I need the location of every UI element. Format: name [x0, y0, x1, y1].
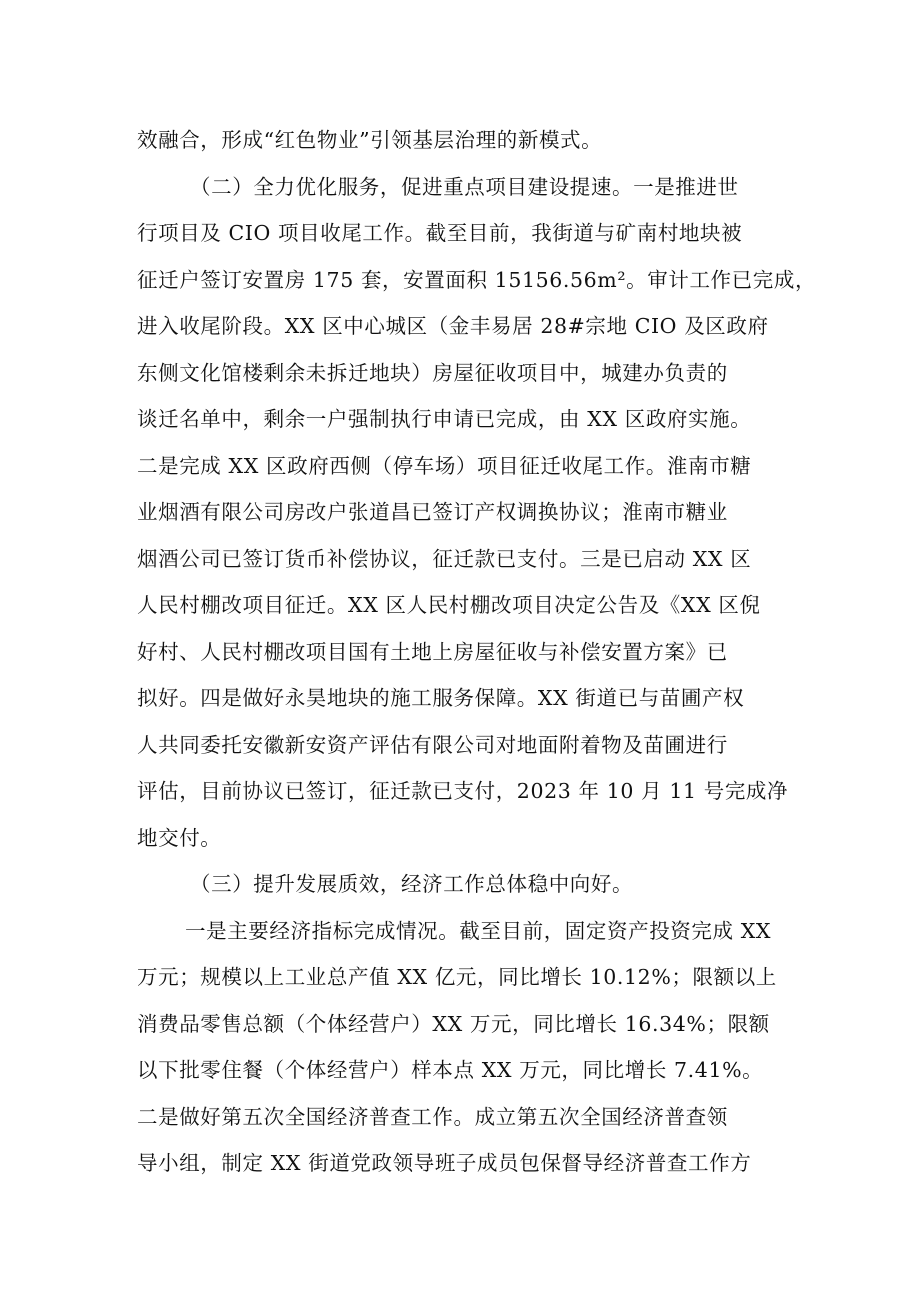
text-line: 人共同委托安徽新安资产评估有限公司对地面附着物及苗圃进行 — [137, 732, 728, 757]
text-line: 消费品零售总额（个体经营户）XX 万元，同比增长 16.34%；限额 — [137, 1011, 770, 1036]
body-text — [137, 117, 817, 1187]
text-line: 烟酒公司已签订货币补偿协议，征迁款已支付。三是已启动 XX 区 — [137, 546, 752, 571]
text-line: 业烟酒有限公司房改户张道昌已签订产权调换协议；淮南市糖业 — [137, 500, 728, 524]
text-line: 征迁户签订安置房 175 套，安置面积 15156.56m²。审计工作已完成， — [137, 267, 817, 292]
text-line: 人民村棚改项目征迁。XX 区人民村棚改项目决定公告及《XX 区倪 — [137, 593, 761, 617]
text-line: 二是做好第五次全国经济普查工作。成立第五次全国经济普查领 — [137, 1104, 728, 1129]
text-line: 地交付。 — [137, 825, 222, 850]
text-line: 行项目及 CIO 项目收尾工作。截至目前，我街道与矿南村地块被 — [137, 221, 743, 245]
text-line: 一是主要经济指标完成情况。截至目前，固定资产投资完成 XX — [185, 918, 772, 943]
text-line: 万元；规模以上工业总产值 XX 亿元，同比增长 10.12%；限额以上 — [137, 965, 777, 989]
text-line: 东侧文化馆楼剩余未拆迁地块）房屋征收项目中，城建办负责的 — [137, 360, 728, 385]
text-line: 以下批零住餐（个体经营户）样本点 XX 万元，同比增长 7.41%。 — [137, 1058, 764, 1082]
text-line: 评估，目前协议已签订，征迁款已支付，2023 年 10 月 11 号完成净 — [137, 779, 789, 803]
text-line: 效融合，形成“红色物业”引领基层治理的新模式。 — [137, 128, 603, 152]
text-line: 谈迁名单中，剩余一户强制执行申请已完成，由 XX 区政府实施。 — [137, 407, 752, 431]
text-line: 拟好。四是做好永昊地块的施工服务保障。XX 街道已与苗圃产权 — [137, 686, 745, 710]
text-line: 导小组，制定 XX 街道党政领导班子成员包保督导经济普查工作方 — [137, 1151, 752, 1175]
text-line: 好村、人民村棚改项目国有土地上房屋征收与补偿安置方案》已 — [137, 639, 728, 664]
section-heading-3: （三）提升发展质效，经济工作总体稳中向好。 — [190, 872, 634, 896]
text-line: 二是完成 XX 区政府西侧（停车场）项目征迁收尾工作。淮南市糖 — [137, 453, 752, 478]
text-line: 进入收尾阶段。XX 区中心城区（金丰易居 28#宗地 CIO 及区政府 — [137, 314, 769, 338]
section-heading-2: （二）全力优化服务，促进重点项目建设提速。一是推进世 — [190, 174, 739, 199]
